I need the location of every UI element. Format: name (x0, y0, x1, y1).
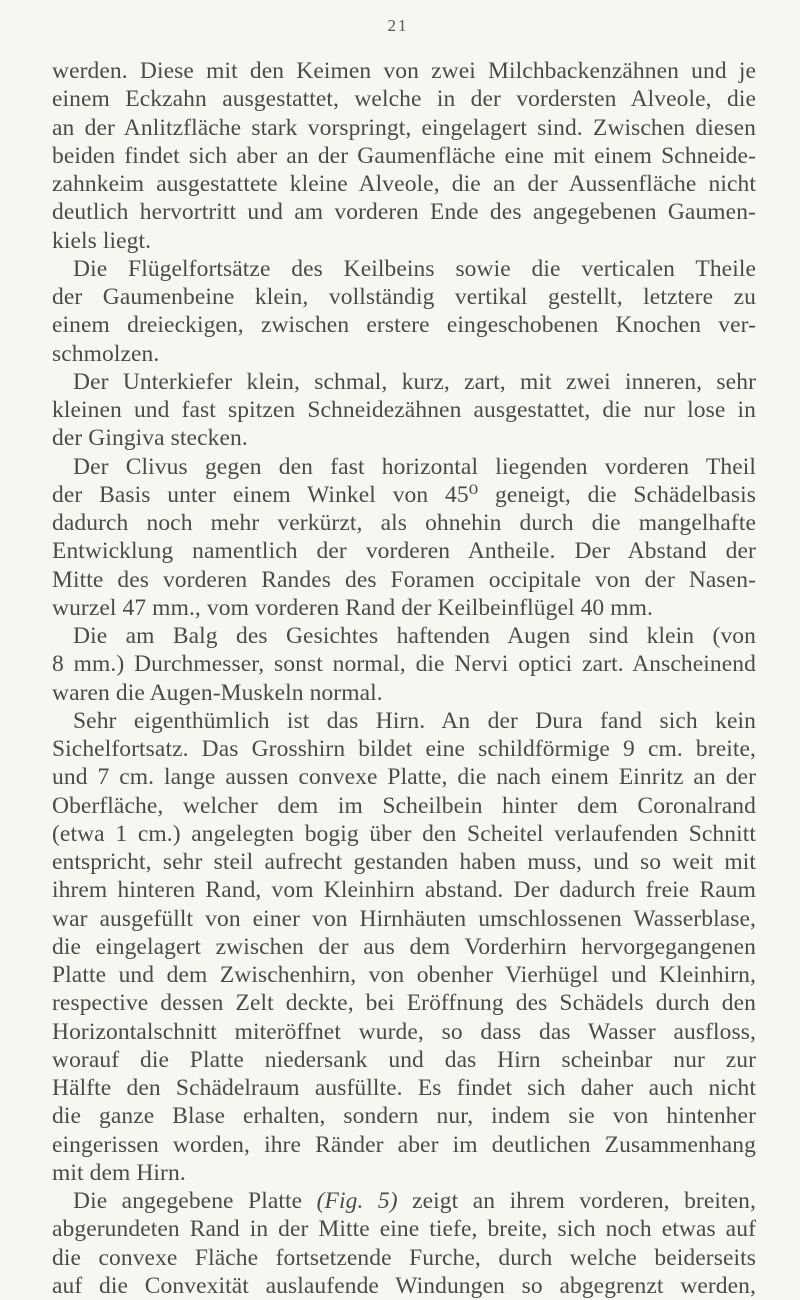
text-line: an der Anlitzfläche stark vorspringt, eingelagert sind. Zwischen diesen (52, 114, 756, 141)
text-line: der Gaumenbeine klein, vollständig vertikal gestellt, letztere zu (52, 284, 756, 310)
text-line: Hälfte den Schädelraum ausfüllte. Es findet sich daher auch nicht (52, 1075, 756, 1101)
text-line: wurzel 47 mm., vom vorderen Rand der Keilbeinflügel 40 mm. (52, 594, 653, 621)
text-line: war ausgefüllt von einer von Hirnhäuten umschlossenen Wasserblase, (52, 905, 756, 932)
text-line: der Gingiva stecken. (52, 425, 248, 452)
text-line: Die Flügelfortsätze des Keilbeins sowie die verticalen Theile (73, 255, 756, 282)
text-line: die ganze Blase erhalten, sondern nur, indem sie von hintenher (52, 1103, 756, 1130)
text-line: zahnkeim ausgestattete kleine Alveole, die an der Aussenfläche nicht (52, 171, 756, 197)
text-line: Die am Balg des Gesichtes haftenden Augen sind klein (von (73, 623, 756, 649)
text-line: abgerundeten Rand in der Mitte eine tiefe, breite, sich noch etwas auf (52, 1216, 756, 1243)
text-line: Sehr eigenthümlich ist das Hirn. An der Dura fand sich kein (73, 707, 756, 734)
text-line: der Basis unter einem Winkel von 45⁰ geneigt, die Schädelbasis (52, 481, 756, 508)
body-text (52, 57, 756, 1300)
text-line: eingerissen worden, ihre Ränder aber im deutlichen Zusammenhang (52, 1131, 756, 1158)
text-line: schmolzen. (52, 340, 160, 367)
text-line: entspricht, sehr steil aufrecht gestanden haben muss, und so weit mit (52, 849, 756, 875)
text-line: (etwa 1 cm.) angelegten bogig über den Scheitel verlaufenden Schnitt (52, 820, 756, 847)
text-line: einem dreieckigen, zwischen erstere eingeschobenen Knochen ver- (52, 312, 756, 339)
text-line: waren die Augen-Muskeln normal. (52, 679, 383, 706)
text-line: Der Clivus gegen den fast horizontal liegenden vorderen Theil (73, 453, 756, 480)
text-line: Entwicklung namentlich der vorderen Antheile. Der Abstand der (52, 538, 756, 565)
text-line: Mitte des vorderen Randes des Foramen occipitale von der Nasen- (52, 566, 756, 593)
text-line: dadurch noch mehr verkürzt, als ohnehin durch die mangelhafte (52, 510, 756, 536)
text-line: deutlich hervortritt und am vorderen Ende des angegebenen Gaumen- (52, 199, 756, 226)
text-line: Horizontalschnitt miteröffnet wurde, so dass das Wasser ausfloss, (52, 1018, 756, 1045)
figure-reference: (Fig. 5) (316, 1188, 398, 1214)
text-line: Der Unterkiefer klein, schmal, kurz, zart, mit zwei inneren, sehr (73, 368, 756, 395)
text-line: Sichelfortsatz. Das Grosshirn bildet eine schildförmige 9 cm. breite, (52, 736, 756, 762)
text-line: Oberfläche, welcher dem im Scheilbein hinter dem Coronalrand (52, 792, 756, 819)
text-line: und 7 cm. lange aussen convexe Platte, die nach einem Einritz an der (52, 764, 756, 791)
text-line: die convexe Fläche fortsetzende Furche, durch welche beiderseits (52, 1244, 756, 1271)
text-line: ihrem hinteren Rand, vom Kleinhirn abstand. Der dadurch freie Raum (52, 877, 756, 904)
text-line: Platte und dem Zwischenhirn, von obenher Vierhügel und Kleinhirn, (52, 962, 756, 988)
text-line: mit dem Hirn. (52, 1159, 186, 1186)
text-line: Die angegebene Platte (Fig. 5) zeigt an ihrem vorderen, breiten, (73, 1188, 756, 1214)
page-number: 21 (387, 16, 409, 35)
text-line: beiden findet sich aber an der Gaumenfläche eine mit einem Schneide- (52, 142, 756, 169)
text-line: kleinen und fast spitzen Schneidezähnen ausgestattet, die nur lose in (52, 397, 756, 423)
text-line: worauf die Platte niedersank und das Hirn scheinbar nur zur (52, 1046, 756, 1073)
text-line: auf die Convexität auslaufende Windungen so abgegrenzt werden, (52, 1272, 756, 1299)
text-line: respective dessen Zelt deckte, bei Eröffnung des Schädels durch den (52, 990, 756, 1017)
text-line: kiels liegt. (52, 227, 152, 254)
text-line: werden. Diese mit den Keimen von zwei Milchbackenzähnen und je (52, 58, 756, 84)
text-line: die eingelagert zwischen der aus dem Vorderhirn hervorgegangenen (52, 933, 756, 960)
text-line: 8 mm.) Durchmesser, sonst normal, die Nervi optici zart. Anscheinend (52, 651, 756, 678)
text-line: einem Eckzahn ausgestattet, welche in der vordersten Alveole, die (52, 86, 756, 113)
